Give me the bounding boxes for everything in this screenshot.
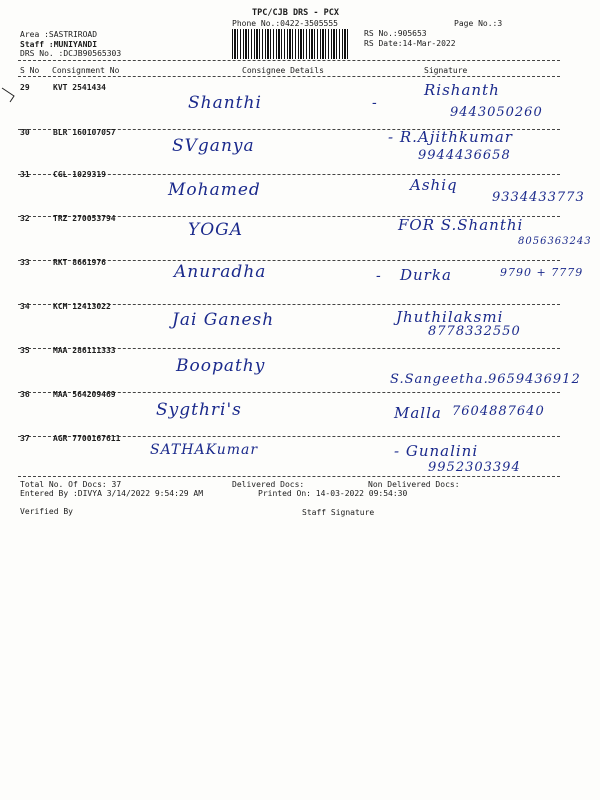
row-signature-prefix: - [372,95,378,111]
row-signature-handwritten: - R.Ajithkumar [388,128,513,146]
row-sno: 32 [20,214,30,223]
col-consignment: Consignment No [52,66,120,75]
row-phone-handwritten: 9944436658 [418,148,511,163]
row-sno: 36 [20,390,30,399]
row-consignment: RKT 8661976 [53,258,106,267]
row-signature-handwritten: FOR S.Shanthi [398,216,524,234]
rs-number: RS No.:905653 [364,29,427,38]
non-delivered-docs: Non Delivered Docs: [368,480,460,489]
entered-by: Entered By :DIVYA 3/14/2022 9:54:29 AM [20,489,204,498]
row-consignee-handwritten: SATHAKumar [150,442,259,458]
table-row [0,258,600,308]
row-signature-handwritten: Durka [400,266,452,284]
staff-signature: Staff Signature [302,508,375,517]
row-signature-handwritten: Jhuthilaksmi [396,308,504,326]
drs-number: DRS No. :DCJB90565303 [20,49,122,58]
row-consignment: KCM 12413022 [53,302,111,311]
table-row [0,390,600,440]
row-phone-handwritten: 9443050260 [450,105,543,120]
row-signature-prefix: - [376,268,382,284]
row-sno: 33 [20,258,30,267]
row-signature-handwritten: - Gunalini [394,442,479,460]
delivered-docs: Delivered Docs: [232,480,305,489]
row-phone-handwritten: 7604887640 [452,404,545,419]
phone-number: Phone No.:0422-3505555 [232,19,338,28]
col-sno: S No [20,66,40,75]
row-consignee-handwritten: Sygthri's [156,400,242,420]
row-phone-handwritten: 8056363243 [518,236,592,247]
row-sno: 34 [20,302,30,311]
footer-divider [18,476,560,477]
row-consignee-handwritten: Boopathy [176,356,266,376]
row-phone-handwritten: 9659436912 [488,372,581,387]
row-consignment: MAA 286111333 [53,346,116,355]
table-row [0,302,600,352]
row-sno: 37 [20,434,30,443]
row-sno: 35 [20,346,30,355]
table-row [0,83,600,133]
total-docs: Total No. Of Docs: 37 [20,480,122,489]
row-phone-handwritten: 9952303394 [428,460,521,475]
rs-date: RS Date:14-Mar-2022 [364,39,456,48]
col-signature: Signature [424,66,468,75]
row-consignee-handwritten: Shanthi [188,93,262,113]
row-phone-handwritten: 9790 + 7779 [500,266,584,279]
table-row [0,346,600,396]
printed-on: Printed On: 14-03-2022 09:54:30 [258,489,408,498]
row-sno: 31 [20,170,30,179]
row-consignee-handwritten: SVganya [172,136,255,156]
row-consignment: TRZ 270053794 [53,214,116,223]
header-divider-bottom [18,76,560,77]
row-consignee-handwritten: YOGA [188,220,244,240]
table-row [0,170,600,220]
row-signature-handwritten: Rishanth [424,81,500,99]
area-field: Area :SASTRIROAD [20,30,98,39]
row-signature-handwritten: Ashiq [410,176,458,194]
header-divider-top [18,60,560,61]
verified-by: Verified By [20,507,73,516]
row-consignee-handwritten: Mohamed [168,180,261,200]
row-signature-handwritten: S.Sangeetha. [390,372,489,387]
staff-field: Staff :MUNIYANDI [20,40,98,49]
barcode [232,29,350,59]
row-sno: 30 [20,128,30,137]
row-sno: 29 [20,83,30,92]
row-consignment: BLR 160107057 [53,128,116,137]
row-consignee-handwritten: Anuradha [174,262,267,282]
row-phone-handwritten: 8778332550 [428,324,521,339]
row-consignment: CGL 1029319 [53,170,106,179]
col-consignee: Consignee Details [242,66,324,75]
row-consignment: AGR 7700167611 [53,434,121,443]
document-title: TPC/CJB DRS - PCX [252,8,339,18]
page-number: Page No.:3 [454,19,503,28]
row-consignment: KVT 2541434 [53,83,106,92]
row-signature-handwritten: Malla [394,404,442,422]
row-consignment: MAA 564209469 [53,390,116,399]
table-row [0,214,600,264]
row-phone-handwritten: 9334433773 [492,190,585,205]
row-consignee-handwritten: Jai Ganesh [172,310,275,330]
